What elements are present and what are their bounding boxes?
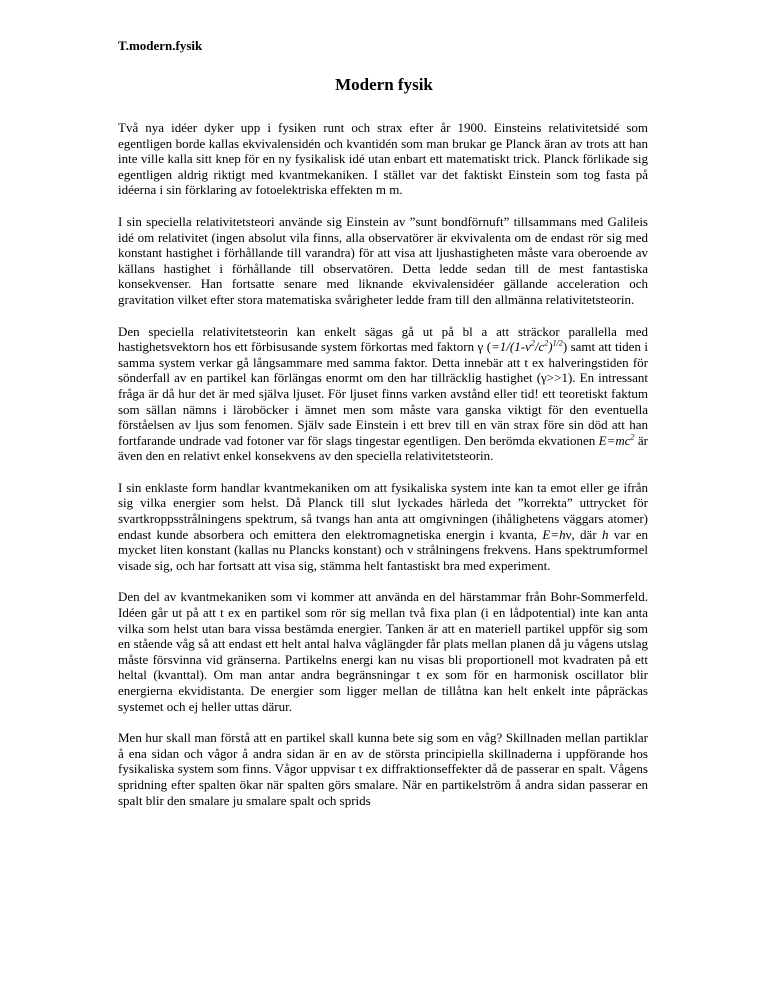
- planck-equation: E=h: [542, 526, 566, 542]
- paragraph-4-text-c: var en mycket liten konstant (kallas nu Plancks konstant) och ν strålningens frekvens. Hans spektrumformel visade sig, och har fortsatt att visa sig, stämma helt fantastiskt bra med experiment.: [118, 526, 648, 573]
- paragraph-3: [118, 324, 648, 464]
- paragraph-3-text-c: är även den en relativt enkel konsekvens av den speciella relativitetsteorin.: [118, 432, 648, 464]
- paragraph-2: I sin speciella relativitetsteori använde sig Einstein av ”sunt bondförnuft” tillsammans med Galileis idé om relativitet (ingen absolut vila finns, alla observatörer är ekvivalenta om de endast rör sig med konstant hastighet i förhållande till varandra) för att visa att ljushastigheten måste vara oberoende av källans hastighet i förhållande till observatören. Detta ledde sedan till de mest fantastiska konsekvenser. Han fortsatte senare med liknande ekvivalensidéer gällande acceleration och gravitation vilket efter stora matematiska svårigheter ledde fram till den allmänna relativitetsteorin.: [118, 213, 648, 307]
- gamma-formula: $=1/(1-v^2/c^2)^{1/2}$: [491, 338, 563, 355]
- body-text: [118, 120, 648, 808]
- paragraph-1: Två nya idéer dyker upp i fysiken runt och strax efter år 1900. Einsteins relativitetsidé som egentligen borde kallas ekvivalensidén och kvantidén som man brukar ge Planck äran av trots att han inte ville kalla sitt knep för en ny fysikalisk idé utan enbart ett matematiskt trick. Planck förlikade sig egentligen aldrig riktigt med kvantmekaniken. I stället var det faktiskt Einstein som tog fasta på idéerna i sin förklaring av fotoelektriska effekten m m.: [118, 120, 648, 198]
- paragraph-3-text-a: Den speciella relativitetsteorin kan enkelt sägas gå ut på bl a att sträckor parallella med hastighetsvektorn hos ett förbisusande system förkortas med faktorn γ (: [118, 323, 648, 355]
- emc2-equation: $E=mc^2$: [598, 432, 635, 448]
- paragraph-3-text-b: ) samt att tiden i samma system verkar gå långsammare med samma faktor. Detta innebär att t ex halveringstiden för sönderfall av en partikel kan förlängas enormt om den har tillräcklig hastighet (γ>>1). En intressant fråga är då hur det är med själva ljuset. För ljuset finns varken avstånd eller tid! ett teoretiskt faktum som sällan nämns i läroböcker i ämnet men som måste vara ganska viktigt för den eventuella förståelsen av ljus som fenomen. Själv sade Einstein i ett brev till en vän strax före sin död att han fortfarande undrade vad fotoner var för slags tingestar egentligen. Den berömda ekvationen: [118, 339, 648, 448]
- paragraph-5: Den del av kvantmekaniken som vi kommer att använda en del härstammar från Bohr-Sommerfeld. Idéen går ut på att t ex en partikel som rör sig mellan två fixa plan (i en lådpotential) inte kan anta vilka som helst utan bara vissa bestämda energier. Tanken är att en materiell partikel uppför sig som en stående våg så att endast ett helt antal halva våglängder får plats mellan planen då ju vågens utslag måste försvinna vid gränserna. Partikelns energi kan nu visas bli proportionell mot kvadraten på ett heltal (kvanttal). Om man antar andra begränsningar t ex som för en harmonisk oscillator blir energierna ekvidistanta. De energier som ligger mellan de tillåtna kan helt enkelt inte påpräckas systemet och ej heller uttas därur.: [118, 589, 648, 714]
- paragraph-6: Men hur skall man förstå att en partikel skall kunna bete sig som en våg? Skillnaden mellan partiklar å ena sidan och vågor å andra sidan är en av de största principiella skillnaderna i uppförande hos fysikaliska system som finns. Vågor uppvisar t ex diffraktionseffekter då de passerar en spalt. Vågens spridning efter spalten ökar när spalten görs smalare. När en partikelström å andra sidan passerar en spalt blir den smalare ju smalare spalt och sprids: [118, 730, 648, 808]
- nu-symbol: ν: [565, 526, 572, 542]
- planck-constant-symbol: h: [601, 526, 609, 542]
- page-title: Modern fysik: [335, 75, 433, 94]
- paragraph-4: I sin enklaste form handlar kvantmekaniken om att fysikaliska system inte kan ta emot eller ge ifrån sig vilka energier som helst. Då Planck till slut lyckades härleda det ”korrekta” uttrycket för svartkroppsstrålningens spektrum, så tvangs han anta att omgivningen (ihålighetens väggars atomer) endast kunde absorbera och emittera den elektromagnetiska energin i kvanta, E=hν, där h var en mycket liten konstant (kallas nu Plancks konstant) och ν strålningens frekvens. Hans spektrumformel visade sig, och har fortsatt att visa sig, stämma helt fantastiskt bra med experiment.: [118, 479, 648, 573]
- document-header: T.modern.fysik: [118, 38, 203, 53]
- paragraph-4-text-a: I sin enklaste form handlar kvantmekaniken om att fysikaliska system inte kan ta emot eller ge ifrån sig vilka energier som helst. Då Planck till slut lyckades härleda det ”korrekta” uttrycket för svartkroppsstrålningens spektrum, så tvangs han anta att omgivningen (ihålighetens väggars atomer) endast kunde absorbera och emittera den elektromagnetiska energin i kvanta,: [118, 479, 648, 542]
